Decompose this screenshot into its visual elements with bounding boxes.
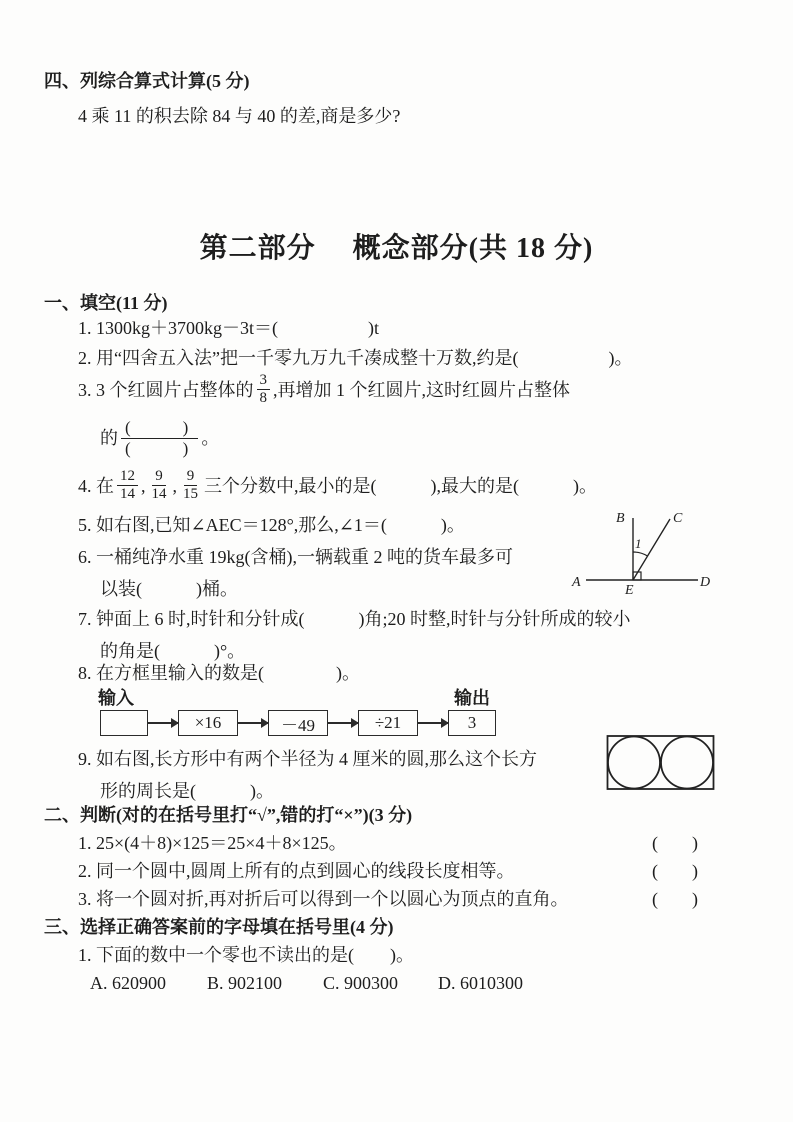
q4-suffix: 三个分数中,最小的是( ),最大的是( )。 (204, 475, 597, 496)
fill-section-header: 一、填空(11 分) (44, 293, 168, 313)
circle-right (661, 737, 713, 789)
q4-prefix: 在 (91, 475, 114, 496)
choice-section-header: 三、选择正确答案前的字母填在括号里(4 分) (44, 917, 394, 937)
angle-label-d: D (700, 575, 710, 590)
angle-label-c: C (673, 511, 683, 526)
fill-q4 (78, 468, 597, 504)
fill-q6-line1: 6. 一桶纯净水重 19kg(含桶),一辆载重 2 吨的货车最多可 (78, 547, 513, 567)
fill-q3-line2 (100, 418, 219, 458)
q4-fraction-1-denominator: 14 (120, 486, 135, 503)
q3-text-before: 3 个红圆片占整体的 (91, 379, 254, 400)
judge-item-2 (78, 860, 718, 883)
q4-fraction-1 (117, 468, 138, 504)
q4-separator-2: , (172, 475, 177, 496)
angle-label-b: B (616, 511, 625, 526)
circle-left (608, 737, 660, 789)
q4-fraction-2 (149, 468, 170, 504)
flow-box-multiply-16: ×16 (178, 710, 238, 736)
angle-diagram (570, 506, 710, 596)
q4-fraction-3 (180, 468, 201, 504)
flow-input-label: 输入 (98, 688, 134, 708)
q3-fraction-denominator: 8 (259, 390, 267, 407)
angle-label-a: A (572, 575, 581, 590)
q8-flowchart (64, 684, 534, 742)
q3-text-after: ,再增加 1 个红圆片,这时红圆片占整体 (273, 379, 570, 400)
judge-item-1 (78, 832, 718, 855)
fill-q7-line2: 的角是( )°。 (100, 641, 246, 661)
q4-fraction-3-denominator: 15 (183, 486, 198, 503)
flow-box-divide-21: ÷21 (358, 710, 418, 736)
fill-q7-line1: 7. 钟面上 6 时,时针和分针成( )角;20 时整,时针与分针所成的较小 (78, 609, 631, 629)
q4-fraction-2-denominator: 14 (151, 486, 167, 503)
angle-label-e: E (625, 583, 634, 596)
flow-arrow-icon (148, 722, 178, 724)
q4-fraction-2-numerator: 9 (152, 468, 166, 486)
angle-label-1: 1 (635, 536, 642, 551)
judge-section-header: 二、判断(对的在括号里打“√”,错的打“×”)(3 分) (44, 805, 413, 825)
flow-arrow-icon (328, 722, 358, 724)
q3-blank-numerator: ( ) (121, 418, 198, 439)
judge-item-3 (78, 888, 718, 911)
flow-box-minus-49: －49 (268, 710, 328, 736)
choice-option-c: C. 900300 (323, 973, 399, 993)
judge-item-1-answer-bracket: ( ) (652, 833, 706, 853)
q3-line2-prefix: 的 (100, 427, 118, 448)
fill-q3-line1 (78, 372, 570, 408)
q3-number: 3. (78, 379, 92, 400)
flow-box-output: 3 (448, 710, 496, 736)
judge-item-3-text: 3. 将一个圆对折,再对折后可以得到一个以圆心为顶点的直角。 (78, 889, 569, 909)
judge-item-2-text: 2. 同一个圆中,圆周上所有的点到圆心的线段长度相等。 (78, 861, 515, 881)
flow-arrow-icon (238, 722, 268, 724)
choice-q1: 1. 下面的数中一个零也不读出的是( )。 (78, 945, 414, 965)
part2-title: 第二部分 概念部分(共 18 分) (199, 233, 594, 264)
angle-arc (633, 552, 648, 556)
fill-q6-line2: 以装( )桶。 (100, 579, 238, 599)
circles-in-rectangle-diagram (606, 734, 716, 792)
q3-fraction-numerator: 3 (257, 372, 271, 390)
q3-line2-suffix: 。 (201, 427, 220, 448)
fill-q9-line1: 9. 如右图,长方形中有两个半径为 4 厘米的圆,那么这个长方 (78, 749, 537, 769)
q4-number: 4. (78, 475, 92, 496)
fill-q9-line2: 形的周长是( )。 (100, 781, 274, 801)
fill-q8: 8. 在方框里输入的数是( )。 (78, 663, 360, 683)
judge-item-2-answer-bracket: ( ) (652, 861, 706, 881)
flow-output-label: 输出 (454, 688, 490, 708)
choice-option-a: A. 620900 (90, 973, 166, 993)
choice-options-row (0, 972, 793, 998)
q3-fraction (257, 372, 271, 408)
choice-option-d: D. 6010300 (438, 973, 523, 993)
flow-row (100, 710, 496, 736)
q4-separator-1: , (141, 475, 146, 496)
section4-header: 四、列综合算式计算(5 分) (44, 71, 250, 91)
judge-item-3-answer-bracket: ( ) (652, 889, 706, 909)
fill-q5: 5. 如右图,已知∠AEC＝128°,那么,∠1＝( )。 (78, 515, 465, 535)
flow-box-input (100, 710, 148, 736)
q4-fraction-3-numerator: 9 (184, 468, 198, 486)
q4-fraction-1-numerator: 12 (117, 468, 138, 486)
fill-q2: 2. 用“四舍五入法”把一千零九万九千凑成整十万数,约是( )。 (78, 348, 633, 368)
fill-q1: 1. 1300kg＋3700kg－3t＝( )t (78, 318, 379, 338)
q3-blank-denominator: ( ) (125, 438, 195, 458)
choice-option-b: B. 902100 (207, 973, 283, 993)
section4-problem: 4 乘 11 的积去除 84 与 40 的差,商是多少? (78, 106, 401, 126)
q3-answer-fraction-blank (121, 418, 198, 458)
flow-arrow-icon (418, 722, 448, 724)
judge-item-1-text: 1. 25×(4＋8)×125＝25×4＋8×125。 (78, 833, 347, 853)
